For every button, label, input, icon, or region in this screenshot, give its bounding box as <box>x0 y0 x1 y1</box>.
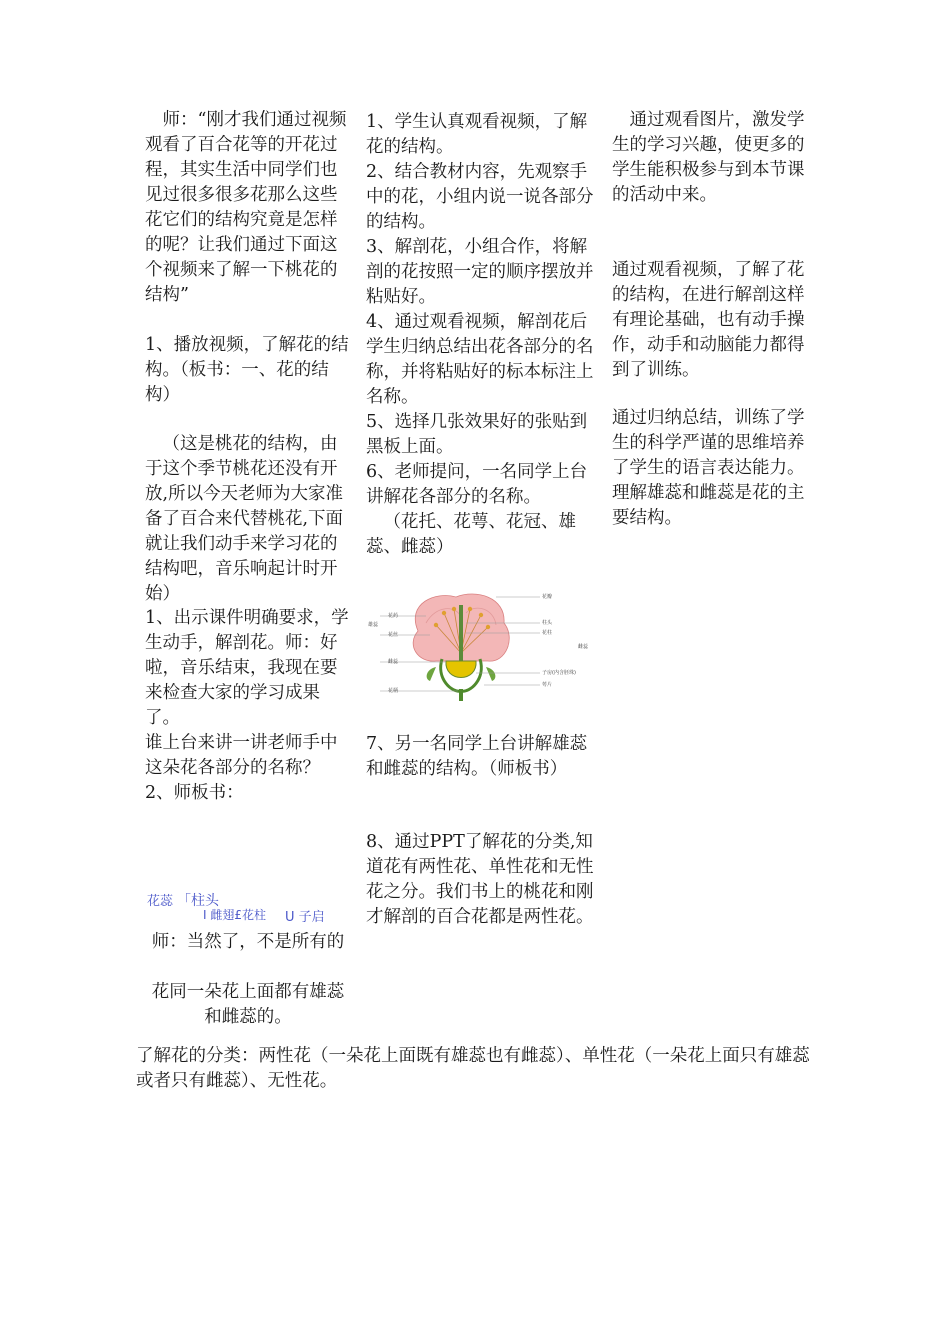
teacher-closing-2: 花同一朵花上面都有雄蕊和雌蕊的。 <box>151 982 345 1027</box>
student-step-3: 3、解剖花，小组合作，将解剖的花按照一定的顺序摆放并粘贴好。 <box>366 237 594 307</box>
purpose-2: 通过观看视频，了解了花的结构，在进行解剖这样有理论基础，也有动手操作，动手和动脑能力都得到了训练。 <box>612 260 805 380</box>
flower-structure-diagram <box>366 583 602 703</box>
teacher-step-video: 1、播放视频，了解花的结构。（板书：一、花的结构） <box>145 335 349 405</box>
label-pedicel: 花柄 <box>388 688 399 694</box>
student-step-2: 2、结合教材内容，先观察手中的花，小组内说一说各部分的结构。 <box>366 162 594 232</box>
student-step-1: 1、学生认真观看视频，了解花的结构。 <box>366 112 588 157</box>
student-step-6-parts: （花托、花萼、花冠、雄蕊、雌蕊） <box>366 512 576 557</box>
teacher-note: （这是桃花的结构，由于这个季节桃花还没有开放,所以今天老师为大家准备了百合来代替桃花,下面就让我们动手来学习花的结构吧，音乐响起计时开始） <box>145 434 344 604</box>
label-pistil-right: 雌蕊 <box>578 644 589 650</box>
purpose-1: 通过观看图片，激发学生的学习兴趣，使更多的学生能积极参与到本节课的活动中来。 <box>612 110 805 205</box>
teacher-step-dissect: 1、出示课件明确要求，学生动手，解剖花。师：好啦，音乐结束，我现在要来检查大家的学习成果了。 <box>145 608 349 728</box>
board-label-stamen: 花蕊 <box>147 894 174 909</box>
student-step-6: 6、老师提问，一名同学上台讲解花各部分的名称。 <box>366 462 588 507</box>
board-writing <box>145 890 375 930</box>
label-sepal: 萼片 <box>542 682 553 688</box>
board-label-ovary: U 子启 <box>285 910 325 925</box>
board-label-style: I 雌翅£花柱 <box>203 908 266 922</box>
purpose-3: 通过归纳总结，训练了学生的科学严谨的思维培养了学生的语言表达能力。理解雄蕊和雌蕊是花的主要结构。 <box>612 408 805 528</box>
classification-summary: 了解花的分类：两性花（一朵花上面既有雄蕊也有雌蕊）、单性花（一朵花上面只有雄蕊或者只有雌蕊）、无性花。 <box>136 1046 810 1091</box>
label-style: 花柱 <box>542 630 553 636</box>
student-step-4: 4、通过观看视频，解剖花后学生归纳总结出花各部分的名称，并将粘贴好的标本标注上名称。 <box>366 312 594 407</box>
board-label-stigma: 「柱头 <box>177 893 219 909</box>
student-step-8: 8、通过PPT了解花的分类,知道花有两性花、单性花和无性花之分。我们书上的桃花和刚才解剖的百合花都是两性花。 <box>366 832 594 927</box>
label-pistil-left: 雌蕊 <box>388 659 399 665</box>
teacher-question: 谁上台来讲一讲老师手中这朵花各部分的名称？ <box>145 733 338 778</box>
teacher-board-step: 2、师板书： <box>145 783 244 803</box>
student-step-7: 7、另一名同学上台讲解雄蕊和雌蕊的结构。（师板书） <box>366 734 588 779</box>
label-stamen: 雄蕊 <box>368 622 379 628</box>
label-ovary: 子房(内含胚珠) <box>542 670 576 676</box>
label-anther: 花药 <box>388 613 399 619</box>
student-step-5: 5、选择几张效果好的张贴到黑板上面。 <box>366 412 588 457</box>
label-petal: 花瓣 <box>542 594 553 600</box>
teacher-closing-1: 师：当然了，不是所有的 <box>151 932 345 952</box>
label-stigma: 柱头 <box>542 620 553 626</box>
label-filament: 花丝 <box>388 632 399 638</box>
teacher-intro: 师：“刚才我们通过视频观看了百合花等的开花过程，其实生活中同学们也见过很多很多花那么这些花它们的结构究竟是怎样的呢？让我们通过下面这个视频来了解一下桃花的结构” <box>145 110 347 305</box>
